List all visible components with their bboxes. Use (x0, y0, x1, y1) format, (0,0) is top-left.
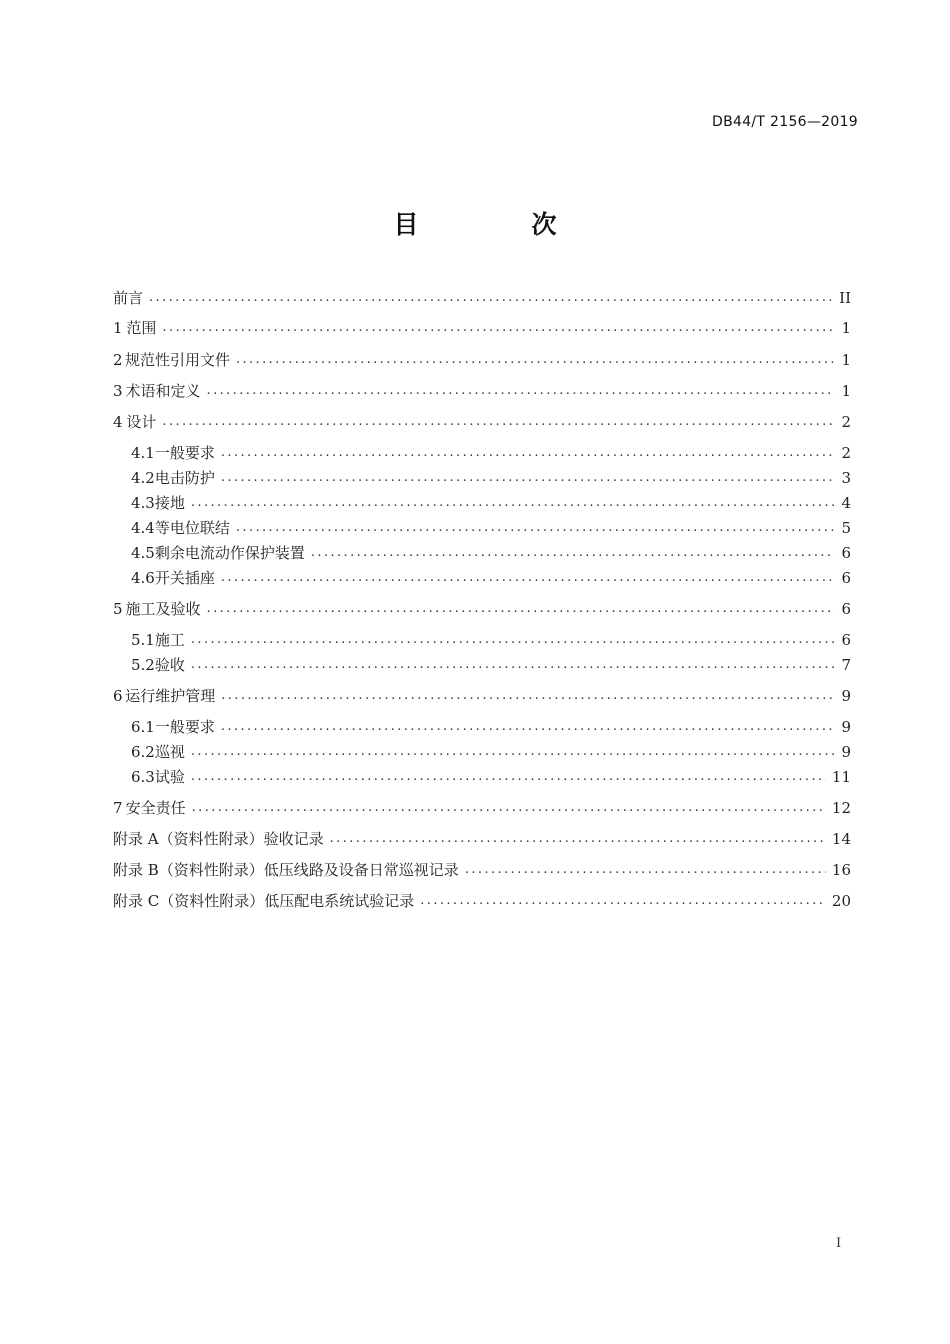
toc-entry-number: 附录 C（资料性附录） (113, 892, 265, 910)
toc-entry-number: 4.2 (131, 469, 155, 487)
toc-entry-number: 6 (113, 687, 123, 705)
toc-leader-dots (236, 518, 836, 538)
toc-entry-appendix-c[interactable] (113, 891, 851, 911)
toc-leader-dots (191, 630, 836, 650)
toc-entry-6-2[interactable] (131, 742, 851, 762)
toc-entry-label: 一般要求 (154, 718, 215, 736)
toc-entry-page: 12 (831, 799, 851, 817)
toc-leader-dots (221, 443, 836, 463)
toc-entry-number: 6.2 (131, 743, 155, 761)
toc-entry-foreword[interactable] (113, 288, 851, 308)
toc-leader-dots (465, 860, 826, 880)
toc-entry-7[interactable] (113, 798, 851, 818)
toc-entry-number: 4.5 (131, 544, 155, 562)
toc-entry-label: 施工 (154, 631, 185, 649)
toc-entry-label: 规范性引用文件 (124, 351, 230, 369)
toc-entry-page: 6 (841, 569, 851, 587)
footer-page-number: I (836, 1236, 842, 1251)
toc-entry-number: 5 (113, 600, 123, 618)
toc-entry-number: 附录 A（资料性附录） (113, 830, 264, 848)
toc-entry-page: 11 (831, 768, 851, 786)
toc-entry-6-1[interactable] (131, 717, 851, 737)
toc-entry-page: 20 (831, 892, 851, 910)
toc-entry-5[interactable] (113, 599, 851, 619)
toc-entry-6[interactable] (113, 686, 851, 706)
toc-entry-number: 4 (113, 413, 123, 431)
toc-entry-page: 9 (841, 718, 851, 736)
toc-entry-page: 1 (841, 382, 851, 400)
toc-entry-label: 巡视 (154, 743, 185, 761)
toc-entry-page: II (839, 289, 851, 307)
toc-entry-label: 电击防护 (154, 469, 215, 487)
toc-entry-3[interactable] (113, 381, 851, 401)
toc-entry-label: 前言 (113, 289, 144, 307)
toc-entry-4-5[interactable] (131, 543, 851, 563)
toc-entry-page: 2 (841, 444, 851, 462)
toc-entry-label: 验收记录 (263, 830, 324, 848)
toc-leader-dots (207, 599, 836, 619)
toc-leader-dots (191, 742, 836, 762)
toc-leader-dots (207, 381, 836, 401)
toc-entry-1[interactable] (113, 318, 851, 338)
toc-entry-number: 4.3 (131, 494, 155, 512)
toc-entry-label: 开关插座 (154, 569, 215, 587)
toc-entry-number: 7 (113, 799, 123, 817)
toc-entry-label: 施工及验收 (125, 600, 201, 618)
toc-entry-label: 低压线路及设备日常巡视记录 (263, 861, 459, 879)
toc-entry-2[interactable] (113, 350, 851, 370)
toc-entry-page: 6 (841, 544, 851, 562)
toc-leader-dots (221, 468, 836, 488)
toc-entry-number: 1 (113, 319, 123, 337)
page-title: 目 次 (393, 210, 601, 239)
toc-leader-dots (221, 717, 836, 737)
toc-entry-page: 5 (841, 519, 851, 537)
toc-entry-appendix-a[interactable] (113, 829, 851, 849)
toc-entry-label: 验收 (154, 656, 185, 674)
toc-entry-number: 5.1 (131, 631, 155, 649)
toc-entry-page: 9 (841, 743, 851, 761)
toc-leader-dots (221, 686, 835, 706)
toc-entry-number: 3 (113, 382, 123, 400)
toc-entry-label: 一般要求 (154, 444, 215, 462)
toc-entry-number: 4.6 (131, 569, 155, 587)
standard-code: DB44/T 2156—2019 (712, 114, 858, 130)
toc-entry-label: 接地 (154, 494, 185, 512)
toc-entry-label: 术语和定义 (125, 382, 201, 400)
toc-entry-number: 5.2 (131, 656, 155, 674)
toc-entry-page: 6 (841, 631, 851, 649)
toc-entry-page: 14 (831, 830, 851, 848)
toc-entry-number: 6.1 (131, 718, 155, 736)
toc-entry-label: 剩余电流动作保护装置 (154, 544, 305, 562)
toc-leader-dots (162, 412, 835, 432)
toc-leader-dots (191, 493, 836, 513)
toc-entry-label: 等电位联结 (154, 519, 230, 537)
toc-entry-page: 1 (841, 351, 851, 369)
toc-entry-page: 6 (841, 600, 851, 618)
toc-leader-dots (192, 798, 826, 818)
toc-entry-label: 安全责任 (125, 799, 186, 817)
toc-entry-label: 设计 (126, 413, 157, 431)
toc-entry-6-3[interactable] (131, 767, 851, 787)
toc-leader-dots (149, 288, 833, 308)
toc-entry-number: 6.3 (131, 768, 155, 786)
toc-entry-number: 2 (113, 351, 123, 369)
toc-entry-number: 4.4 (131, 519, 155, 537)
toc-leader-dots (221, 568, 836, 588)
toc-entry-page: 4 (841, 494, 851, 512)
toc-entry-page: 2 (841, 413, 851, 431)
toc-leader-dots (236, 350, 836, 370)
toc-entry-label: 试验 (154, 768, 185, 786)
toc-entry-4-3[interactable] (131, 493, 851, 513)
toc-entry-4-1[interactable] (131, 443, 851, 463)
toc-entry-label: 低压配电系统试验记录 (264, 892, 415, 910)
toc-entry-page: 7 (841, 656, 851, 674)
toc-leader-dots (191, 655, 836, 675)
toc-entry-page: 1 (841, 319, 851, 337)
toc-entry-4-4[interactable] (131, 518, 851, 538)
toc-entry-4-6[interactable] (131, 568, 851, 588)
toc-entry-appendix-b[interactable] (113, 860, 851, 880)
toc-entry-4-2[interactable] (131, 468, 851, 488)
toc-entry-label: 范围 (126, 319, 157, 337)
toc-leader-dots (311, 543, 836, 563)
toc-entry-number: 附录 B（资料性附录） (113, 861, 264, 879)
toc-leader-dots (191, 767, 826, 787)
toc-entry-page: 9 (841, 687, 851, 705)
toc-entry-number: 4.1 (131, 444, 155, 462)
toc-leader-dots (330, 829, 826, 849)
toc-leader-dots (162, 318, 835, 338)
toc-entry-page: 3 (841, 469, 851, 487)
toc-entry-4[interactable] (113, 412, 851, 432)
toc-entry-5-1[interactable] (131, 630, 851, 650)
toc-entry-label: 运行维护管理 (125, 687, 216, 705)
toc-entry-page: 16 (831, 861, 851, 879)
toc-leader-dots (420, 891, 826, 911)
toc-entry-5-2[interactable] (131, 655, 851, 675)
